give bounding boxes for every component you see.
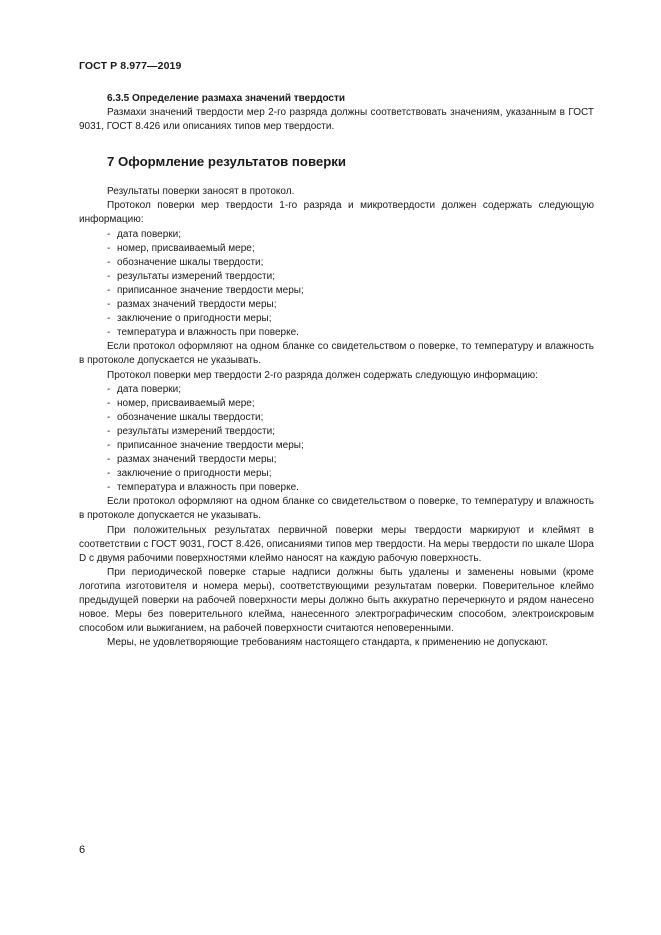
paragraph: Меры, не удовлетворяющие требованиям настоящего стандарта, к применению не допускают. — [107, 637, 548, 649]
paragraph: Протокол поверки мер твердости 1-го разряда и микротвердости должен содержать следующую информацию: — [79, 200, 594, 226]
dash-marker: - — [107, 468, 111, 480]
list-item — [79, 453, 594, 467]
list-item — [79, 411, 594, 425]
paragraph: Если протокол оформляют на одном бланке со свидетельством о поверке, то температуру и влажность в протоколе допускается не указывать. — [79, 496, 594, 522]
paragraph: Если протокол оформляют на одном бланке со свидетельством о поверке, то температуру и влажность в протоколе допускается не указывать. — [79, 341, 594, 367]
list-item-text: размах значений твердости меры; — [117, 454, 277, 466]
list-item-text: приписанное значение твердости меры; — [117, 284, 304, 296]
subsection-title: 6.3.5 Определение размаха значений твердости — [107, 93, 346, 104]
list-item — [79, 425, 594, 439]
list-item-text: приписанное значение твердости меры; — [117, 439, 304, 451]
dash-marker: - — [107, 439, 111, 451]
section-title: 7 Оформление результатов поверки — [107, 154, 346, 170]
paragraph: Результаты поверки заносят в протокол. — [107, 186, 295, 198]
document-header: ГОСТ Р 8.977—2019 — [79, 60, 182, 72]
dash-marker: - — [107, 242, 111, 254]
list-item-text: заключение о пригодности меры; — [117, 313, 272, 325]
subsection-text: Размахи значений твердости мер 2-го разряда должны соответствовать значениям, указанным в ГОСТ 9031, ГОСТ 8.426 или описаниях типов мер твердости. — [79, 107, 594, 133]
list-item — [79, 242, 594, 256]
list-item — [79, 467, 594, 481]
page-number: 6 — [79, 844, 86, 856]
list-item-text: дата поверки; — [117, 228, 182, 240]
dash-marker: - — [107, 411, 111, 423]
dash-marker: - — [107, 327, 111, 339]
list-item-text: дата поверки; — [117, 383, 182, 395]
dash-marker: - — [107, 299, 111, 311]
list-item-text: обозначение шкалы твердости; — [117, 411, 264, 423]
list-item-text: заключение о пригодности меры; — [117, 468, 272, 480]
list-item — [79, 284, 594, 298]
list-item — [79, 270, 594, 284]
list-item — [79, 481, 594, 495]
dash-marker: - — [107, 383, 111, 395]
list-item — [79, 383, 594, 397]
list-item — [79, 312, 594, 326]
list-item-text: температура и влажность при поверке. — [117, 482, 299, 494]
list-item-text: номер, присваиваемый мере; — [117, 242, 255, 254]
dash-marker: - — [107, 425, 111, 437]
page-content — [79, 92, 594, 650]
dash-marker: - — [107, 397, 111, 409]
dash-marker: - — [107, 256, 111, 268]
dash-marker: - — [107, 270, 111, 282]
dash-marker: - — [107, 313, 111, 325]
dash-marker: - — [107, 228, 111, 240]
list-item — [79, 397, 594, 411]
list-item-text: обозначение шкалы твердости; — [117, 256, 264, 268]
paragraph: Протокол поверки мер твердости 2-го разряда должен содержать следующую информацию: — [107, 369, 538, 381]
dash-marker: - — [107, 454, 111, 466]
paragraph: При периодической поверке старые надписи должны быть удалены и заменены новыми (кроме логотипа изготовителя и номера меры), соответствующими результатам поверки. Поверительное клеймо предыдущей поверки на рабочей поверхности меры должно быть аккуратно перечеркнуто и рядом нанесено новое. Меры без поверительного клейма, нанесенного электрографическим способом, электроискровым способом или выжиганием, на рабочей поверхности считаются неповеренными. — [79, 566, 594, 635]
list-item — [79, 326, 594, 340]
list-item-text: размах значений твердости меры; — [117, 299, 277, 311]
dash-marker: - — [107, 482, 111, 494]
list-item — [79, 256, 594, 270]
info-list-first-grade — [79, 228, 594, 341]
list-item — [79, 228, 594, 242]
list-item-text: температура и влажность при поверке. — [117, 327, 299, 339]
info-list-second-grade — [79, 383, 594, 496]
list-item — [79, 439, 594, 453]
paragraph: При положительных результатах первичной поверки меры твердости маркируют и клеймят в соответствии с ГОСТ 9031, ГОСТ 8.426, описаниями типов мер твердости. На меры твердости по шкале Шора D с двумя рабочими поверхностями клеймо наносят на каждую рабочую поверхность. — [79, 524, 594, 564]
list-item-text: результаты измерений твердости; — [117, 425, 275, 437]
list-item-text: номер, присваиваемый мере; — [117, 397, 255, 409]
list-item — [79, 298, 594, 312]
list-item-text: результаты измерений твердости; — [117, 270, 275, 282]
dash-marker: - — [107, 284, 111, 296]
